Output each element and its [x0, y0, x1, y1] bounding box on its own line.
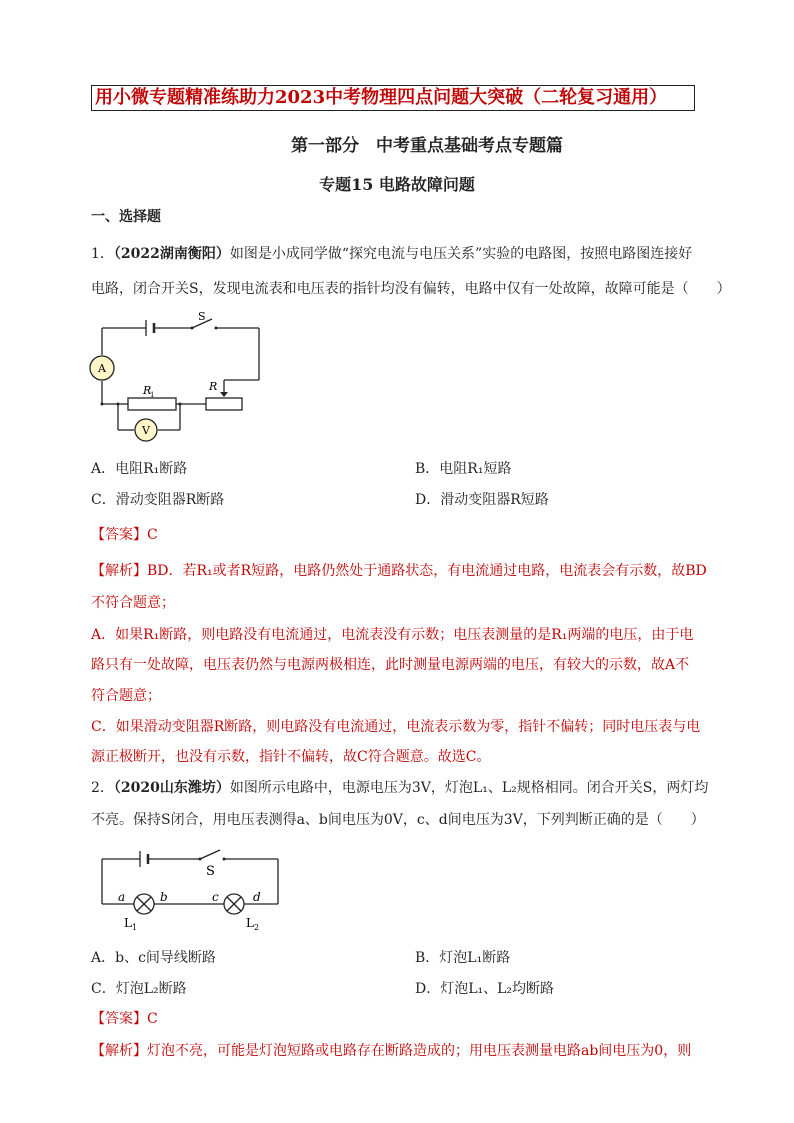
q2-option-d: D．灯泡L₁、L₂均断路	[415, 981, 555, 997]
q2-stem-line1	[91, 779, 708, 797]
rheostat-slider-arrow	[220, 392, 228, 397]
ammeter-label: A	[98, 362, 106, 375]
q1-option-b: B．电阻R₁短路	[415, 461, 512, 477]
q2-option-b: B．灯泡L₁断路	[415, 950, 511, 966]
q1-source: （2022湖南衡阳）	[113, 246, 230, 262]
switch-label: S	[206, 864, 215, 879]
q1-analysis-line3: A．如果R₁断路，则电路没有电流通过，电流表没有示数；电压表测量的是R₁两端的电压，由于电	[91, 627, 694, 643]
topic-title: 专题15 电路故障问题	[319, 175, 475, 194]
q1-analysis-line4: 路只有一处故障，电压表仍然与电源两极相连，此时测量电源两端的电压，有较大的示数，故A不	[91, 657, 690, 673]
voltmeter-label: V	[142, 424, 150, 437]
q1-stem-line1	[91, 245, 692, 263]
q2-number: 2．	[91, 780, 114, 796]
q2-answer: 【答案】C	[91, 1011, 158, 1027]
q1-option-a: A．电阻R₁断路	[91, 461, 188, 477]
q1-option-c: C．滑动变阻器R断路	[91, 492, 225, 508]
q2-option-c: C．灯泡L₂断路	[91, 981, 187, 997]
q2-circuit-diagram	[96, 843, 286, 933]
q2-option-a: A．b、c间导线断路	[91, 950, 216, 966]
point-b-label: b	[160, 890, 168, 904]
r1-subscript: 1	[150, 391, 155, 399]
switch-label: S	[198, 310, 206, 323]
q1-analysis-line1: 【解析】BD．若R₁或者R短路，电路仍然处于通路状态，有电流通过电路，电流表会有示数，故BD	[91, 563, 707, 579]
q2-stem-line2: 不亮。保持S闭合，用电压表测得a、b间电压为0V，c、d间电压为3V，下列判断正确的是（ ）	[91, 812, 705, 828]
q1-circuit-diagram	[88, 308, 278, 443]
q2-source: （2020山东潍坊）	[113, 780, 230, 796]
rheostat-label: R	[209, 380, 218, 393]
point-c-label: c	[212, 890, 219, 904]
lamp-l2-subscript: 2	[254, 923, 260, 932]
q1-analysis-line2: 不符合题意；	[91, 595, 175, 611]
lamp-l2-label: L	[246, 916, 254, 930]
q1-answer: 【答案】C	[91, 527, 158, 543]
lamp-l2-icon	[224, 894, 244, 914]
q1-option-d: D．滑动变阻器R短路	[415, 492, 549, 508]
q2-text1: 如图所示电路中，电源电压为3V，灯泡L₁、L₂规格相同。闭合开关S，两灯均	[229, 780, 709, 796]
resistor-r1	[128, 398, 176, 410]
series-banner: 用小微专题精准练助力2023中考物理四点问题大突破（二轮复习通用）	[91, 85, 695, 111]
point-d-label: d	[253, 890, 261, 904]
section-heading: 一、选择题	[91, 209, 161, 225]
part-title: 第一部分 中考重点基础考点专题篇	[291, 136, 563, 156]
q1-number: 1．	[91, 246, 114, 262]
q2-analysis-line1: 【解析】灯泡不亮，可能是灯泡短路或电路存在断路造成的；用电压表测量电路ab间电压为0，则	[91, 1043, 692, 1059]
q1-analysis-line7: 源正极断开，也没有示数，指针不偏转，故C符合题意。故选C。	[91, 749, 491, 765]
r1-label: R	[143, 384, 152, 397]
q1-analysis-line6: C．如果滑动变阻器R断路，则电路没有电流通过，电流表示数为零，指针不偏转；同时电压表与电	[91, 719, 701, 735]
switch-blade	[200, 850, 220, 859]
lamp-l1-icon	[134, 894, 154, 914]
point-a-label: a	[118, 890, 126, 904]
rheostat-r	[206, 398, 242, 410]
q1-text1: 如图是小成同学做“探究电流与电压关系”实验的电路图，按照电路图连接好	[229, 246, 693, 262]
lamp-l1-subscript: 1	[132, 923, 138, 932]
lamp-l1-label: L	[124, 916, 132, 930]
q1-analysis-line5: 符合题意；	[91, 688, 161, 704]
q1-stem-line2: 电路，闭合开关S，发现电流表和电压表的指针均没有偏转，电路中仅有一处故障，故障可能是（ ）	[91, 281, 731, 297]
